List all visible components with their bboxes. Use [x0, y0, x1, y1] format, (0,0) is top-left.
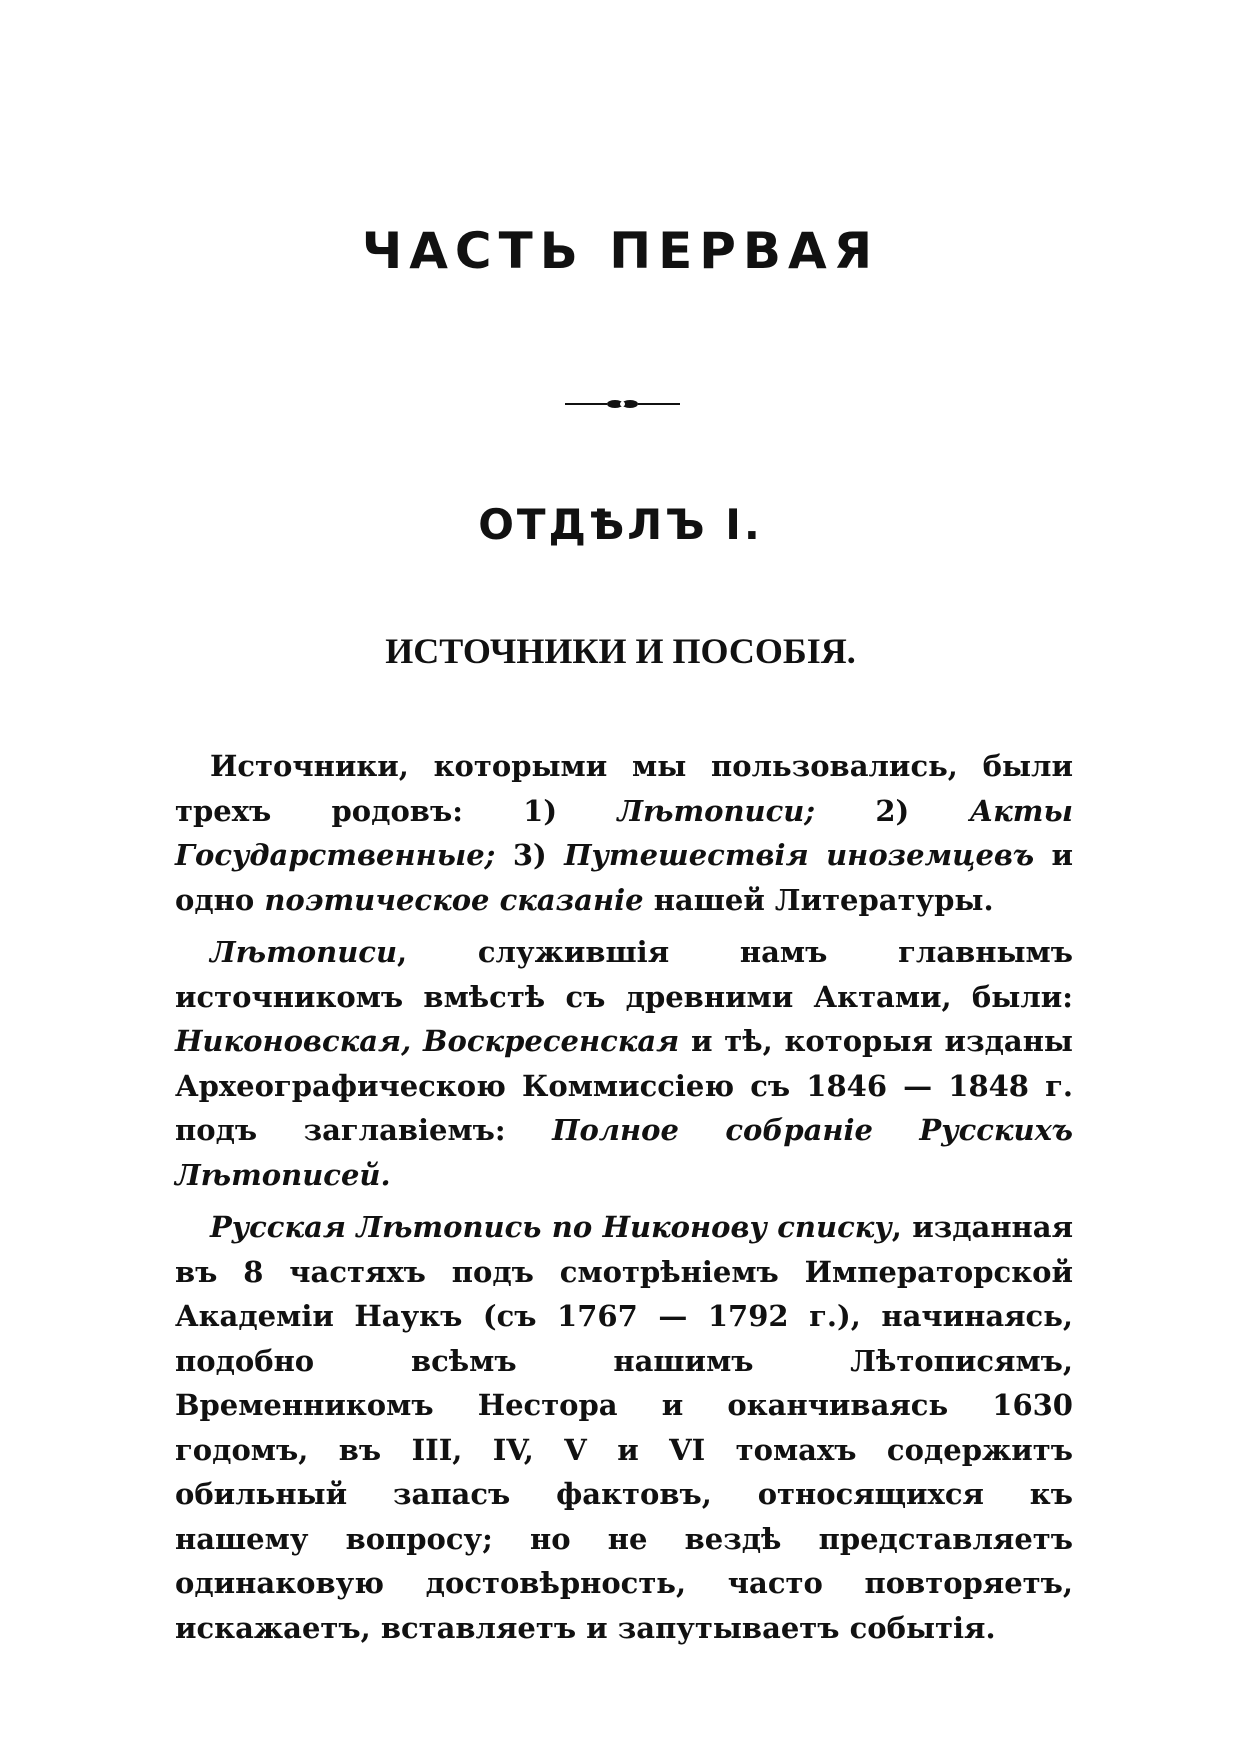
body-text — [175, 744, 1073, 1658]
italic-run: Полное собраніе Русскихъ Лѣтописей. — [175, 1113, 1073, 1192]
italic-run: Русская Лѣтопись по Никонову списку — [210, 1210, 892, 1244]
paragraph — [175, 930, 1073, 1197]
italic-run: Путешествія иноземцевъ — [564, 838, 1035, 872]
text-run: 2) — [815, 793, 970, 828]
text-run: , изданная въ 8 частяхъ подъ смотрѣніемъ Императорской Академіи Наукъ (съ 1767 — 1792 г.), начинаясь, подобно всѣмъ нашимъ Лѣтописямъ, Временникомъ Нестора и оканчиваясь 1630 годомъ, въ III, IV, V и VI томахъ содержитъ обильный запасъ фактовъ, относящихся къ нашему вопросу; но не вездѣ представляетъ одинаковую достовѣрность, часто повторяетъ, искажаетъ, вставляетъ и запутываетъ событія. — [175, 1210, 1074, 1645]
text-run: нашей Литературы. — [643, 882, 994, 917]
text-run: и одно — [175, 838, 1073, 917]
italic-run: Лѣтописи; — [617, 793, 816, 828]
ornament-divider — [565, 398, 680, 410]
section-title: ОТДѢЛЪ I. — [478, 500, 763, 549]
italic-run: Акты Государственные; — [175, 793, 1074, 872]
italic-run: поэтическое сказаніе — [264, 882, 644, 917]
text-run: Источники, которыми мы пользовались, были трехъ родовъ: 1) — [175, 749, 1073, 828]
text-run: 3) — [495, 838, 565, 872]
section-subtitle: ИСТОЧНИКИ И ПОСОБІЯ. — [385, 631, 856, 671]
paragraph — [175, 744, 1073, 922]
text-run: , служившія намъ главнымъ источникомъ вмѣстѣ съ древними Актами, были: — [175, 935, 1073, 1014]
paragraph — [175, 1205, 1073, 1650]
italic-run: Никоновская, Воскресенская — [175, 1024, 680, 1058]
italic-run: Лѣтописи — [210, 935, 398, 969]
text-run: и тѣ, которыя изданы Археографическою Коммиссіею съ 1846 — 1848 г. подъ заглавіемъ: — [175, 1024, 1073, 1147]
part-title: ЧАСТЬ ПЕРВАЯ — [361, 222, 880, 280]
